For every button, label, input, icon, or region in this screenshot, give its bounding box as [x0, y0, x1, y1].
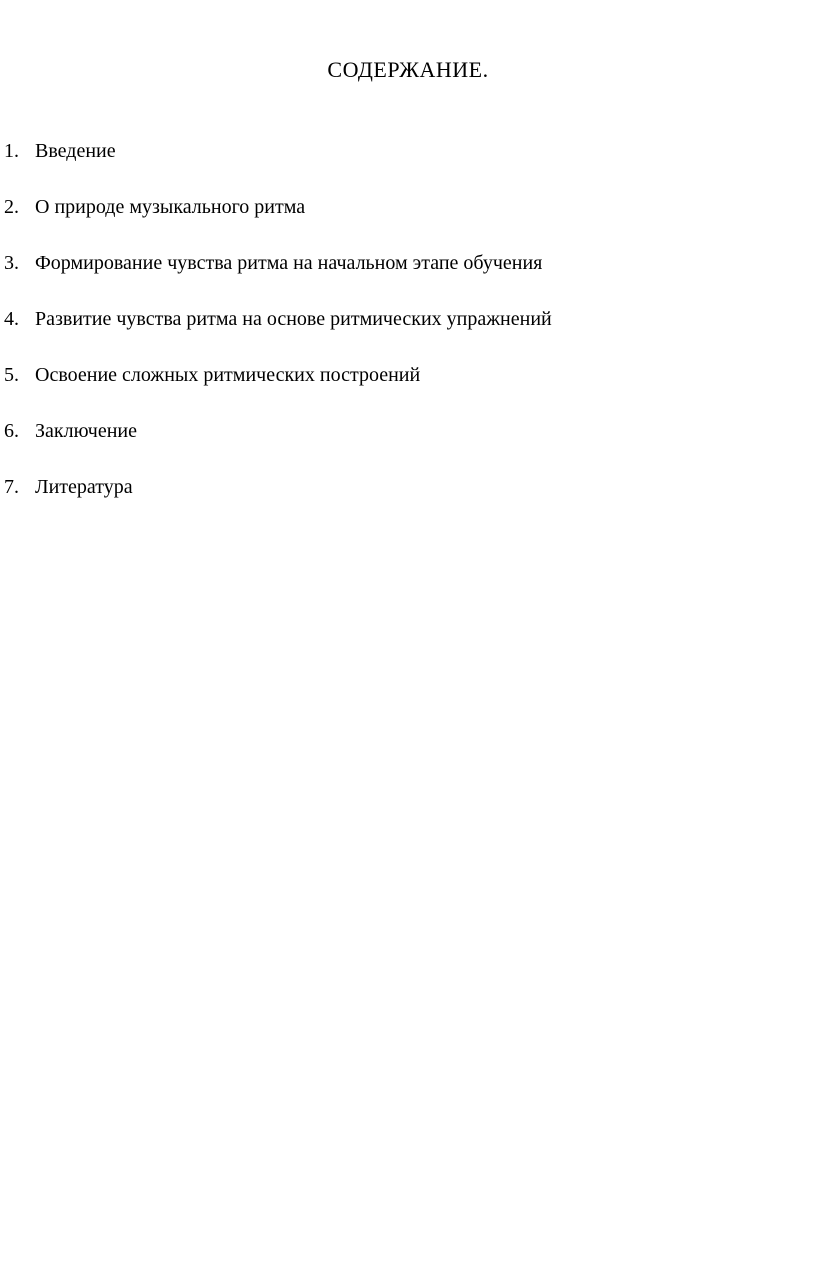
toc-item-number: 1.	[4, 140, 19, 162]
toc-item-developing-rhythm-sense	[4, 308, 816, 330]
toc-item-number: 6.	[4, 420, 19, 442]
toc-item-forming-rhythm-sense	[4, 252, 816, 274]
toc-item-number: 7.	[4, 476, 19, 498]
toc-item-number: 3.	[4, 252, 19, 274]
toc-item-label: Освоение сложных ритмических построений	[35, 364, 421, 386]
toc-item-label: О природе музыкального ритма	[35, 196, 306, 218]
page-title: СОДЕРЖАНИЕ.	[327, 57, 489, 82]
toc-item-number: 5.	[4, 364, 19, 386]
toc-item-label: Заключение	[35, 420, 137, 442]
toc-item-label: Введение	[35, 140, 116, 162]
toc-item-label: Формирование чувства ритма на начальном этапе обучения	[35, 252, 543, 274]
toc-item-literature	[4, 476, 816, 498]
toc-item-label: Развитие чувства ритма на основе ритмических упражнений	[35, 308, 552, 330]
toc-item-number: 2.	[4, 196, 19, 218]
table-of-contents	[0, 140, 816, 498]
toc-item-conclusion	[4, 420, 816, 442]
toc-item-complex-rhythmic-structures	[4, 364, 816, 386]
toc-item-label: Литература	[35, 476, 133, 498]
toc-item-introduction	[4, 140, 816, 162]
toc-item-number: 4.	[4, 308, 19, 330]
toc-item-nature-of-rhythm	[4, 196, 816, 218]
